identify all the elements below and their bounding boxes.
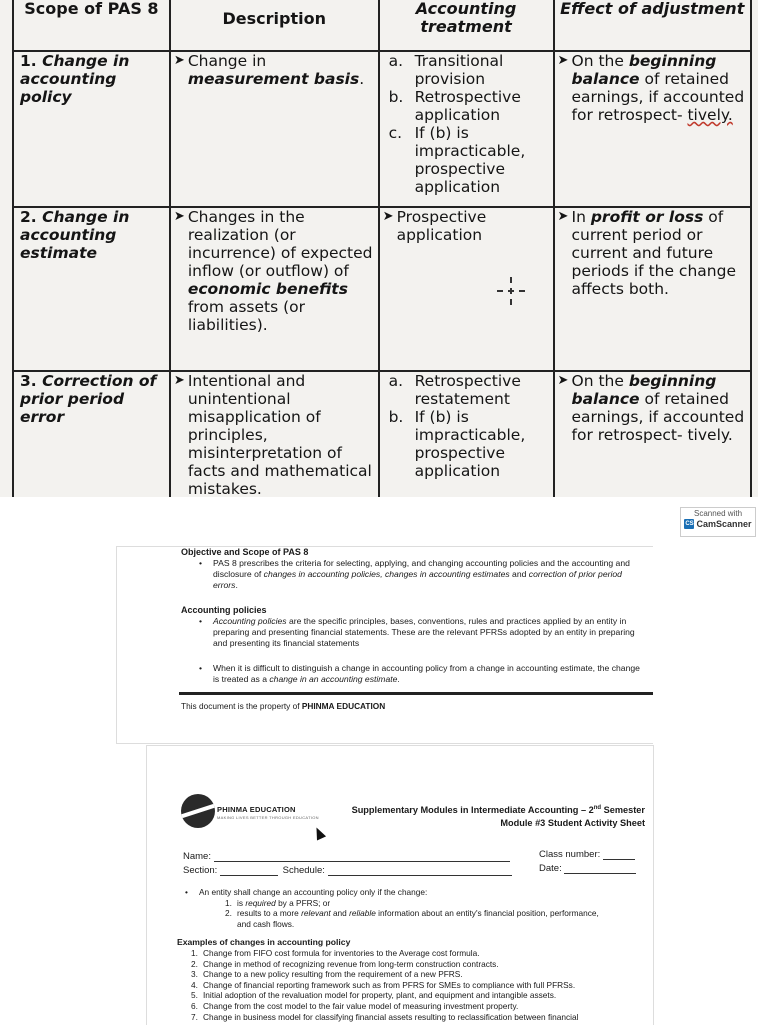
scope-cell [13,51,170,207]
header-effect-of-adjustment: Effect of adjustment [554,0,752,51]
treatment-letter: a. [388,52,404,70]
difficult-text: . [397,674,400,684]
example-text: Change from the cost model to the fair value model of measuring investment property. [203,1000,519,1011]
effect-emphasis: profit or loss [590,208,704,226]
example-number: 3. [191,969,198,980]
schedule-label: Schedule: [282,865,325,876]
policies-text: are the specific principles, bases, conventions, rules and practices applied by an entity in preparing and presenting financial statements. These are the relevant PFRSs adopted by an entity in preparing and presenting its financial statements [213,616,635,648]
effect-text: tively. [687,426,733,444]
date-field-row [539,863,636,874]
description-text: . [359,70,365,88]
list-item [191,1001,647,1012]
list-item [191,959,647,970]
table-row [13,207,751,371]
item-text: by a PFRS; or [275,897,331,908]
logo-tagline: MAKING LIVES BETTER THROUGH EDUCATION [217,815,319,820]
description-emphasis: measurement basis [187,70,360,88]
arrow-bullet-icon: ➤ [557,53,569,68]
class-number-label: Class number: [539,849,601,860]
description-cell [170,51,379,207]
example-text: Initial adoption of the revaluation model for property, plant, and equipment and intangible assets. [203,990,557,1001]
example-number: 1. [191,947,198,958]
page2-body [177,887,647,1022]
document-page-1 [116,546,653,744]
item-text: and [330,908,350,919]
scope-cell [13,371,170,497]
effect-cell [554,207,752,371]
effect-emphasis: beginning balance [571,372,717,408]
module-title-line1: Supplementary Modules in Intermediate Accounting – 2 [351,805,594,816]
name-field-row [183,851,510,862]
list-item [225,908,647,929]
item-text: is [237,897,246,908]
table-header-row [13,0,751,51]
description-cell [170,371,379,497]
header-description: Description [170,0,379,51]
page1-body [181,547,643,685]
treatment-text: If (b) is impracticable, prospective application [414,124,526,196]
name-blank[interactable] [214,853,510,862]
list-item [191,980,647,991]
effect-emphasis: beginning balance [571,52,717,88]
treatment-text: If (b) is impracticable, prospective application [414,408,526,480]
policies-emphasis: Accounting policies [213,616,287,626]
description-emphasis: economic benefits [187,280,348,298]
difficult-emphasis: change in an accounting estimate [269,674,398,684]
list-item [191,948,647,959]
phinma-logo-icon [181,794,215,828]
treatment-letter: b. [388,88,404,106]
treatment-cell [379,371,554,497]
list-item [185,887,647,898]
name-label: Name: [183,851,211,862]
example-text: Change of financial reporting framework such as from PFRS for SMEs to compliance with full PFRSs. [203,979,576,990]
pas8-summary-table [12,0,752,497]
scope-text: Change in accounting policy [20,52,130,106]
treatment-letter: a. [388,372,404,390]
item-emphasis: relevant [301,908,331,919]
example-number: 7. [191,1011,198,1022]
examples-heading: Examples of changes in accounting policy [177,937,351,948]
treatment-text: Retrospective restatement [414,372,521,408]
item-text: results to a more [237,908,302,919]
module-title [327,802,645,830]
objective-text: . [235,580,238,590]
effect-cell [554,51,752,207]
item-number: 1. [225,897,232,908]
arrow-bullet-icon: ➤ [557,373,569,388]
description-text: from assets (or liabilities). [187,298,306,334]
effect-text: of retained earnings, if accounted for retrospect- [571,390,745,444]
arrow-bullet-icon: ➤ [557,209,569,224]
description-cell [170,207,379,371]
treatment-text: Retrospective application [414,88,521,124]
arrow-bullet-icon: ➤ [173,373,185,388]
effect-text: In [571,208,591,226]
item-number: 2. [225,908,232,919]
mouse-pointer-icon [312,825,326,840]
row-number: 3. [20,372,37,390]
arrow-bullet-icon: ➤ [173,209,185,224]
scope-text: Correction of prior period error [20,372,157,426]
treatment-text: Transitional provision [414,52,504,88]
property-text: This document is the property of [181,701,302,711]
camscanner-logo-icon: CS [685,521,694,527]
arrow-bullet-icon: ➤ [173,53,185,68]
class-number-blank[interactable] [603,851,635,860]
scanned-table-image [0,0,758,497]
description-text: Intentional and unintentional misapplication of principles, misinterpretation of facts and mathematical mistakes. [187,372,372,497]
difficult-text: When it is difficult to distinguish a change in accounting policy from a change in accounting estimate, the change is treated as a [213,663,640,684]
effect-text: On the [571,372,629,390]
property-notice [181,701,385,711]
class-number-field-row [539,849,635,860]
section-blank[interactable] [220,867,278,876]
scope-text: Change in accounting estimate [20,208,130,262]
property-owner: PHINMA EDUCATION [301,701,386,711]
example-number: 5. [191,990,198,1001]
example-text: Change in method of recognizing revenue from long-term construction contracts. [203,958,499,969]
change-bullet-text: An entity shall change an accounting policy only if the change: [199,887,428,897]
example-number: 2. [191,958,198,969]
list-item [225,898,647,909]
objective-emphasis: changes in accounting policies, changes in accounting estimates [263,569,510,579]
section-label: Section: [183,865,218,876]
bullet-dot-icon: • [199,558,203,568]
example-text: Change in business model for classifying financial assets resulting to reclassification between financial [203,1011,579,1022]
item-text: information about an entity's financial position, performance, and cash flows. [237,908,599,929]
schedule-blank[interactable] [328,867,512,876]
treatment-letter: c. [388,124,403,142]
camscanner-watermark [680,507,756,537]
header-scope: Scope of PAS 8 [13,0,170,51]
row-number: 2. [20,208,37,226]
row-number: 1. [20,52,37,70]
logo-name: PHINMA EDUCATION [217,805,296,814]
treatment-letter: b. [388,408,404,426]
example-number: 6. [191,1000,198,1011]
description-text: Change in [187,52,267,70]
date-label: Date: [539,863,562,874]
section-field-row [183,865,512,876]
list-item [199,663,643,685]
camscanner-brand: CamScanner [696,519,752,529]
item-emphasis: reliable [349,908,376,919]
example-text: Change to a new policy resulting from the requirement of a new PFRS. [203,969,463,980]
document-page-2 [146,745,654,1025]
table-row [13,51,751,207]
effect-cell [554,371,752,497]
objective-emphasis: correction of prior period errors [213,569,622,590]
list-item [191,1012,647,1023]
objective-heading: Objective and Scope of PAS 8 [181,547,309,557]
objective-text: and [509,569,529,579]
module-title-line2: Module #3 Student Activity Sheet [500,818,645,829]
effect-text-underlined: tively. [687,106,733,124]
bullet-dot-icon: • [185,887,188,897]
bullet-dot-icon: • [199,663,203,673]
example-text: Change from FIFO cost formula for inventories to the Average cost formula. [203,947,480,958]
arrow-bullet-icon: ➤ [382,209,394,224]
scope-cell [13,207,170,371]
module-title-line1-end: Semester [601,805,645,816]
item-emphasis: required [245,897,276,908]
list-item [191,969,647,980]
list-item [199,558,643,591]
effect-text: of current period or current and future periods if the change affects both. [571,208,736,298]
policies-heading: Accounting policies [181,605,267,615]
effect-text: of retained earnings, if accounted for retrospect- [571,70,745,124]
bullet-dot-icon: • [199,616,203,626]
treatment-cell [379,207,554,371]
description-text: Changes in the realization (or incurrence) of expected inflow (or outflow) of [187,208,373,280]
module-title-sup: nd [593,805,602,811]
crosshair-cursor-icon [497,277,525,305]
treatment-cell [379,51,554,207]
example-number: 4. [191,979,198,990]
header-accounting-treatment: Accounting treatment [379,0,554,51]
treatment-text: Prospective application [396,208,487,244]
table-row [13,371,751,497]
camscanner-caption: Scanned with [693,509,743,518]
list-item [191,990,647,1001]
effect-text: On the [571,52,629,70]
date-blank[interactable] [564,865,636,874]
list-item [199,616,643,649]
page-divider [179,692,653,695]
objective-text: PAS 8 prescribes the criteria for selecting, applying, and changing accounting policies and the accounting and disclosure of [213,558,630,579]
